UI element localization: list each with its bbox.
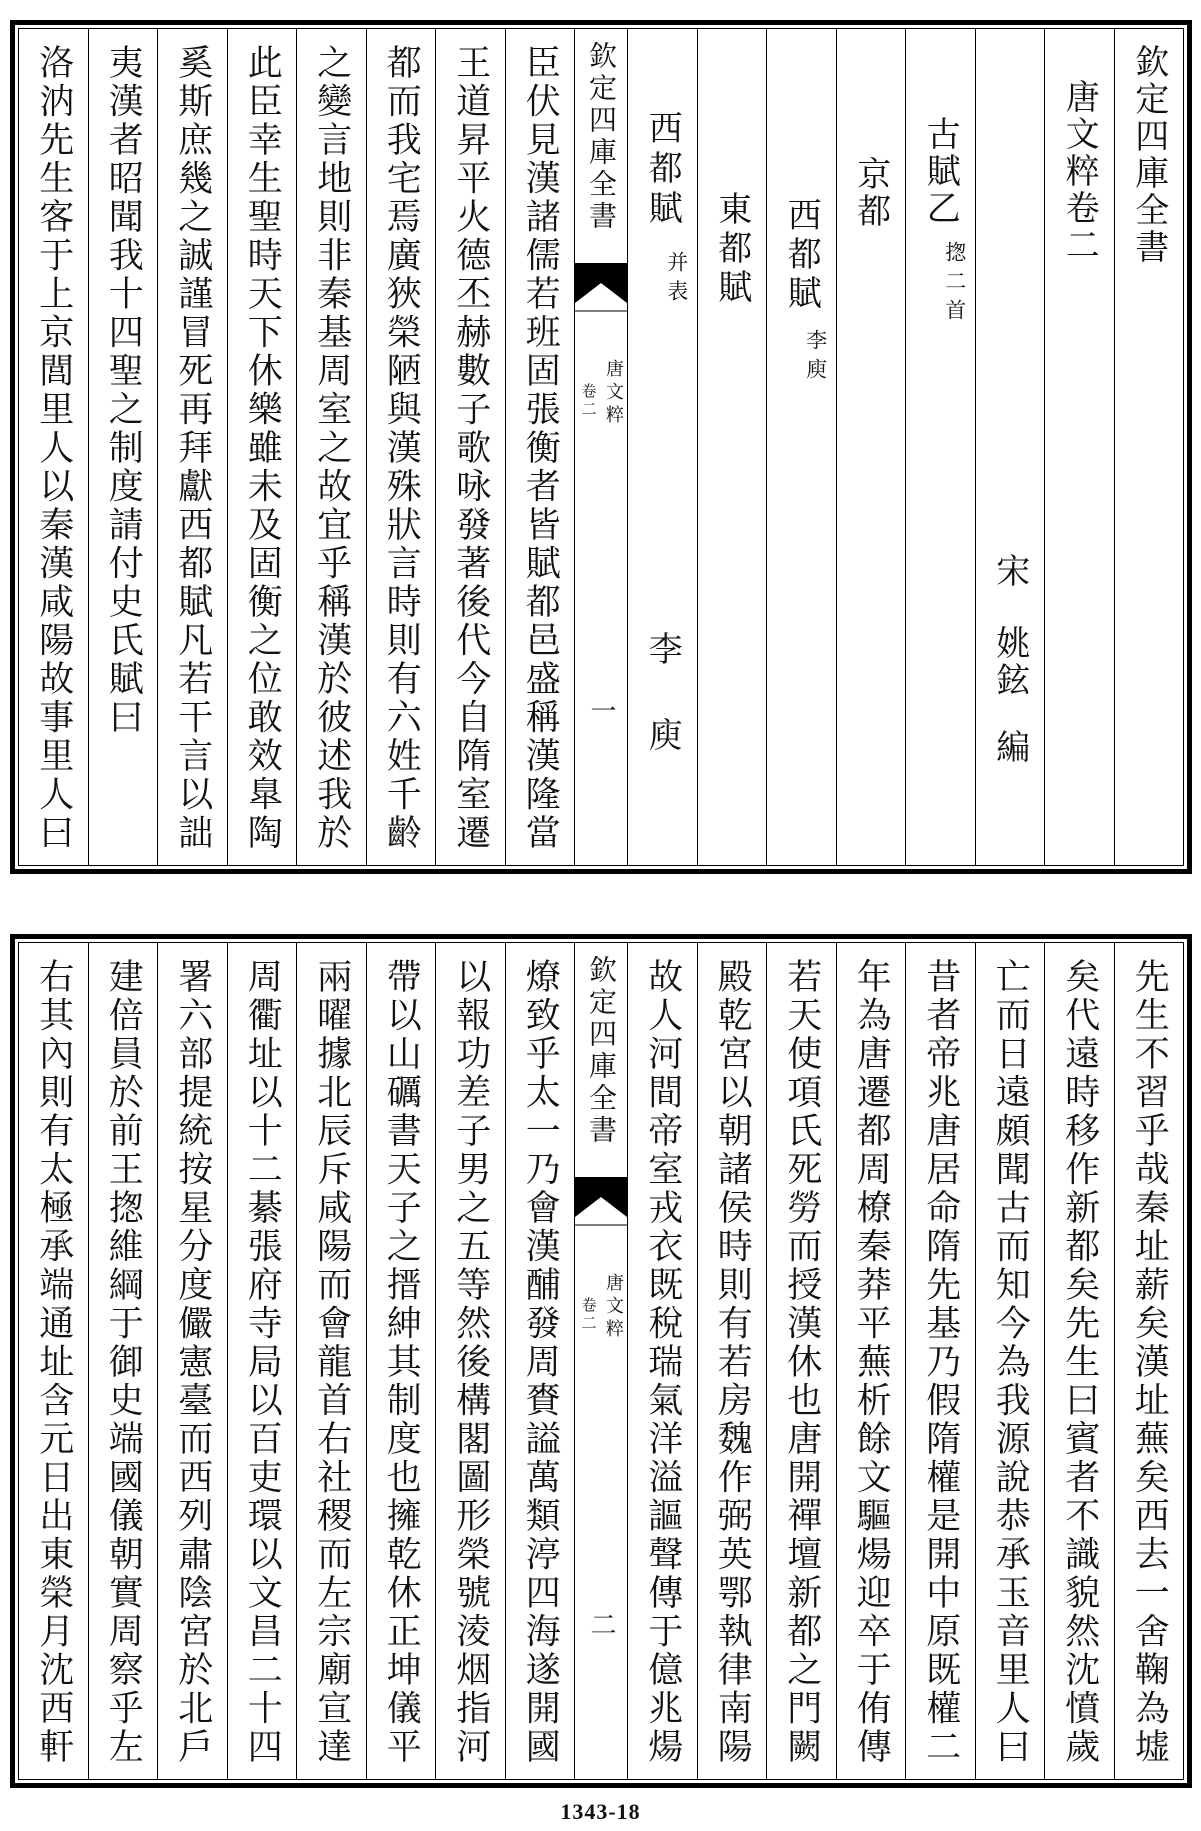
text-column [1114, 943, 1184, 1779]
text-column [88, 29, 158, 865]
section-note: 揔二首 [942, 241, 967, 328]
section-title: 古賦乙 [920, 116, 961, 227]
contents-item [766, 29, 836, 865]
text-line: 右其內則有太極承端通址含元日出東榮月沈西軒 [33, 958, 74, 1767]
left-half [19, 943, 574, 1779]
text-column [905, 943, 975, 1779]
text-line: 臣伏見漢諸儒若班固張衡者皆賦都邑盛稱漢隆當 [520, 44, 561, 853]
text-column [366, 29, 436, 865]
collection-title: 欽定四庫全書 [1128, 44, 1169, 266]
compiler-name: 姚鉉 [989, 625, 1030, 699]
text-column [19, 29, 88, 865]
text-column [505, 943, 575, 1779]
text-line: 夷漢者昭聞我十四聖之制度請付史氏賦曰 [103, 44, 144, 737]
strip-page-number: 二 [586, 1611, 616, 1637]
text-line: 年為唐遷都周橑秦莽平蕪析餘文驅煬迎卒于侑傳 [851, 958, 892, 1767]
text-line: 王道昇平火德丕赫數子歌咏發著後代今自隋室遷 [450, 44, 491, 853]
text-column [157, 943, 227, 1779]
text-column [505, 29, 575, 865]
text-line: 昔者帝兆唐居命隋先基乃假隋權是開中原既權二 [920, 958, 961, 1767]
strip-book-name: 唐文粹 [603, 1273, 624, 1342]
text-line: 亡而日遠頗聞古而知今為我源說恭承玉音里人曰 [990, 958, 1031, 1767]
strip-volume: 卷二 [579, 383, 598, 419]
text-column [766, 943, 836, 1779]
text-column [1044, 943, 1114, 1779]
strip-book-name: 唐文粹 [603, 359, 624, 428]
text-column [296, 943, 366, 1779]
text-line: 奚斯庶幾之誠謹冒死再拜獻西都賦凡若干言以詘 [172, 44, 213, 853]
text-column [88, 943, 158, 1779]
fishtail-ornament [575, 263, 627, 315]
text-column [227, 943, 297, 1779]
text-line: 故人河間帝室戎衣既稅瑞氣洋溢謳聲傳于億兆煬 [642, 958, 683, 1767]
text-line: 都而我宅焉廣狹榮陋與漢殊狀言時則有六姓千齡 [381, 44, 422, 853]
compiler-role: 編 [989, 729, 1030, 766]
title-column [1114, 29, 1184, 865]
strip-collection: 欽定四庫全書 [585, 955, 618, 1147]
strip-collection: 欽定四庫全書 [585, 41, 618, 233]
text-line: 此臣幸生聖時天下休樂雖未及固衡之位敢效臯陶 [242, 44, 283, 853]
text-column [628, 943, 697, 1779]
page-frame [18, 28, 1184, 866]
page-number: 1343-18 [560, 1799, 641, 1824]
text-column [836, 943, 906, 1779]
text-line: 若天使項氏死勞而授漢休也唐開禪壇新都之門闕 [781, 958, 822, 1767]
text-column [296, 29, 366, 865]
volume-title: 唐文粹卷二 [1059, 79, 1100, 264]
text-line: 建倍員於前王揔維綱于御史端國儀朝實周察乎左 [103, 958, 144, 1767]
text-line: 洛汭先生客于上京閭里人以秦漢咸陽故事里人曰 [33, 44, 74, 853]
text-column [19, 943, 88, 1779]
page-frame [18, 942, 1184, 1780]
strip-page-number: 一 [586, 697, 616, 723]
text-line: 兩曜據北辰斥咸陽而會龍首右社稷而左宗廟宣達 [311, 958, 352, 1767]
text-column [227, 29, 297, 865]
volume-column [1044, 29, 1114, 865]
text-column [435, 943, 505, 1779]
left-half [19, 29, 574, 865]
center-strip [574, 29, 628, 865]
category-column [836, 29, 906, 865]
text-line: 矣代遠時移作新都矣先生曰賓者不識貌然沈憤歲 [1059, 958, 1100, 1767]
strip-volume: 卷二 [579, 1297, 598, 1333]
text-line: 燎致乎太一乃會漢酺發周賚謚萬類渟四海遂開國 [520, 958, 561, 1767]
category-title: 京都 [850, 156, 891, 230]
center-strip [574, 943, 628, 1779]
text-line: 先生不習乎哉秦址薪矣漢址蕪矣西去一舍鞠為墟 [1129, 958, 1170, 1767]
right-half [628, 29, 1183, 865]
text-column [435, 29, 505, 865]
page-panel-bottom [10, 934, 1192, 1788]
contents-title: 西都賦 [781, 197, 822, 314]
text-column [366, 943, 436, 1779]
text-line: 帶以山礪書天子之搢紳其制度也擁乾休正坤儀平 [381, 958, 422, 1767]
section-column [905, 29, 975, 865]
contents-title: 東都賦 [711, 191, 752, 308]
text-line: 署六部提統按星分度儼憲臺而西列肅陰宮於北戶 [172, 958, 213, 1767]
contents-author: 李庾 [803, 329, 828, 387]
fishtail-ornament [575, 1177, 627, 1229]
compiler-dynasty: 宋 [989, 553, 1030, 590]
piece-note: 并表 [664, 251, 689, 309]
text-line: 周衢址以十二綦張府寺局以百吏環以文昌二十四 [242, 958, 283, 1767]
text-column [975, 943, 1045, 1779]
text-line: 殿乾宮以朝諸侯時則有若房魏作弼英鄂執律南陽 [712, 958, 753, 1767]
piece-title: 西都賦 [642, 110, 683, 230]
contents-item [697, 29, 767, 865]
text-column [157, 29, 227, 865]
text-column [697, 943, 767, 1779]
compiler-column [975, 29, 1045, 865]
page-panel-top [10, 20, 1192, 874]
text-line: 之變言地則非秦基周室之故宜乎稱漢於彼述我於 [311, 44, 352, 853]
right-half [628, 943, 1183, 1779]
piece-heading-column [628, 29, 697, 865]
piece-author: 李庾 [642, 631, 683, 803]
text-line: 以報功差子男之五等然後構閣圖形榮號淩烟指河 [450, 958, 491, 1767]
